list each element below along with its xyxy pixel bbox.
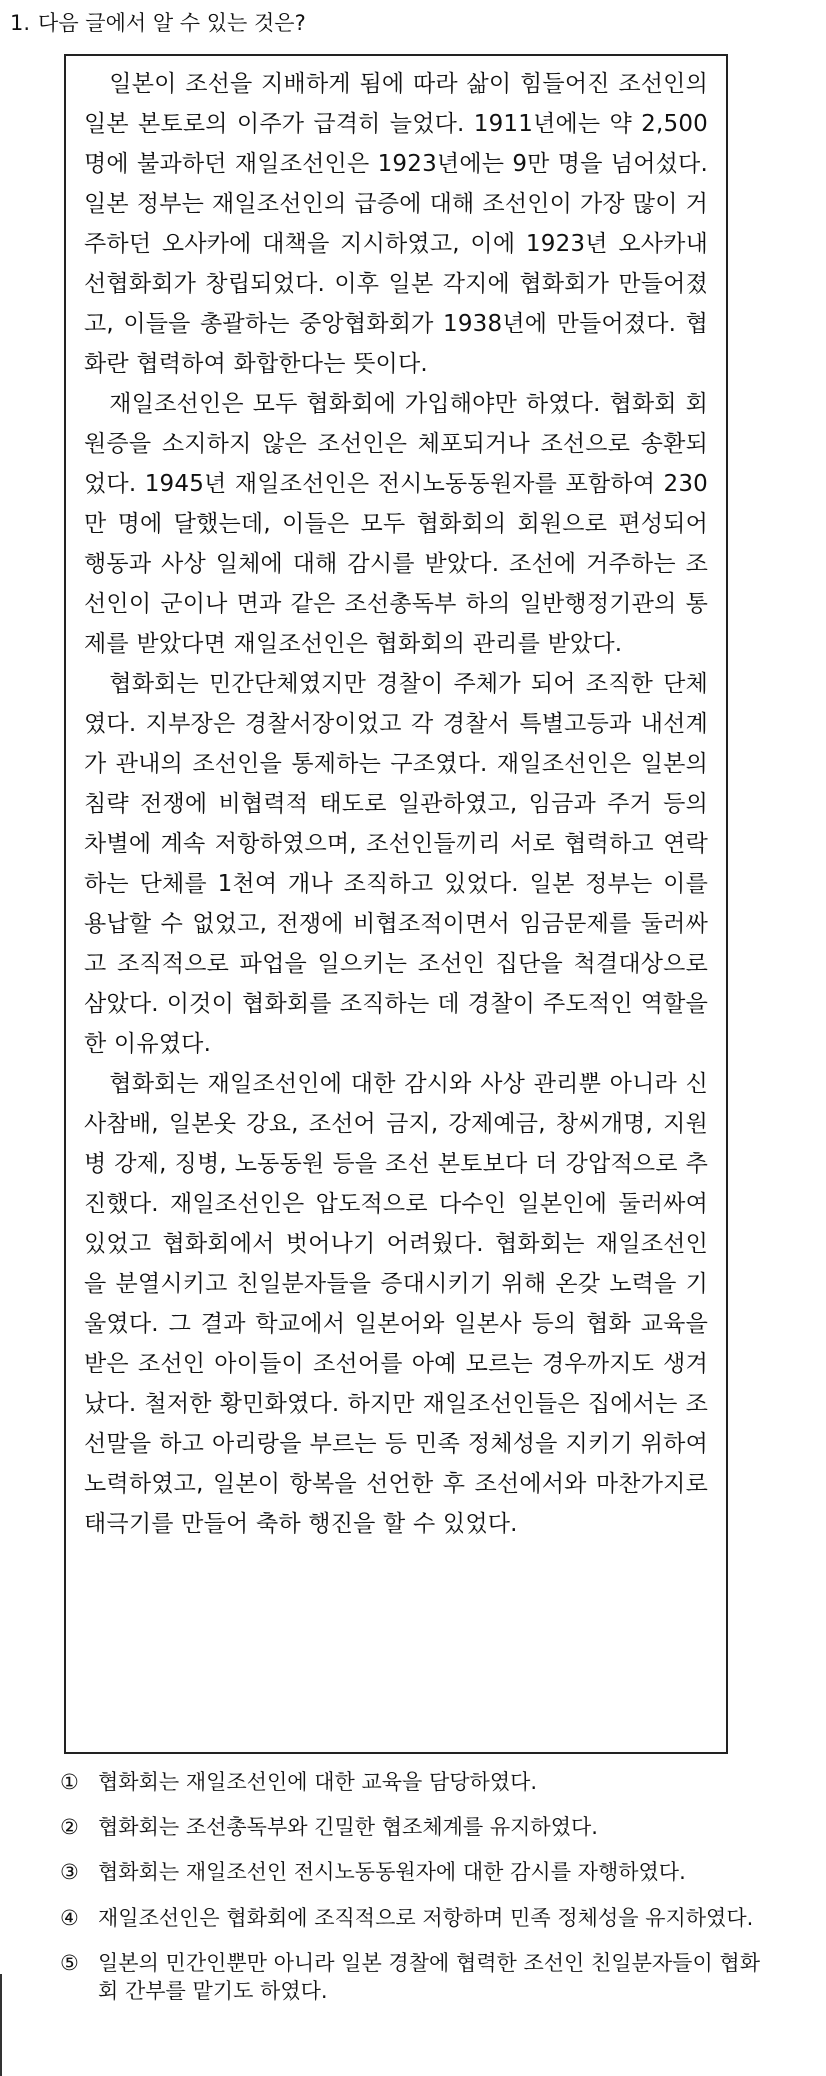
passage-paragraph-3: 협화회는 민간단체였지만 경찰이 주체가 되어 조직한 단체였다. 지부장은 경찰서장이었고 각 경찰서 특별고등과 내선계가 관내의 조선인을 통제하는 구조였다. 재일조선인은 일본의 침략 전쟁에 비협력적 태도로 일관하였고, 임금과 주거 등의 차별에 계속 저항하였으며, 조선인들끼리 서로 협력하고 연락하는 단체를 1천여 개나 조직하고 있었다. 일본 정부는 이를 용납할 수 없었고, 전쟁에 비협조적이면서 임금문제를 둘러싸고 조직적으로 파업을 일으키는 조선인 집단을 척결대상으로 삼았다. 이것이 협화회를 조직하는 데 경찰이 주도적인 역할을 한 이유였다.	[84, 671, 708, 1057]
option-3-text: 협화회는 재일조선인 전시노동동원자에 대한 감시를 자행하였다.	[98, 1860, 686, 1884]
question-number: 1.	[10, 11, 31, 35]
option-2-marker: ②	[60, 1815, 79, 1839]
passage-paragraph-1: 일본이 조선을 지배하게 됨에 따라 삶이 힘들어진 조선인의 일본 본토로의 이주가 급격히 늘었다. 1911년에는 약 2,500명에 불과하던 재일조선인은 1923년에는 9만 명을 넘어섰다. 일본 정부는 재일조선인의 급증에 대해 조선인이 가장 많이 거주하던 오사카에 대책을 지시하였고, 이에 1923년 오사카내선협화회가 창립되었다. 이후 일본 각지에 협화회가 만들어졌고, 이들을 총괄하는 중앙협화회가 1938년에 만들어졌다. 협화란 협력하여 화합한다는 뜻이다.	[84, 71, 708, 377]
answer-options	[60, 1768, 772, 2022]
option-5-marker: ⑤	[60, 1951, 79, 1975]
option-5-text: 일본의 민간인뿐만 아니라 일본 경찰에 협력한 조선인 친일분자들이 협화회 간부를 맡기도 하였다.	[98, 1951, 760, 2003]
option-5[interactable]	[60, 1949, 772, 2005]
option-3[interactable]	[60, 1858, 772, 1886]
option-1-marker: ①	[60, 1770, 79, 1794]
option-4[interactable]	[60, 1897, 772, 1939]
passage-paragraph-2: 재일조선인은 모두 협화회에 가입해야만 하였다. 협화회 회원증을 소지하지 않은 조선인은 체포되거나 조선으로 송환되었다. 1945년 재일조선인은 전시노동동원자를 포함하여 230만 명에 달했는데, 이들은 모두 협화회의 회원으로 편성되어 행동과 사상 일체에 대해 감시를 받았다. 조선에 거주하는 조선인이 군이나 면과 같은 조선총독부 하의 일반행정기관의 통제를 받았다면 재일조선인은 협화회의 관리를 받았다.	[84, 391, 708, 657]
question-text: 다음 글에서 알 수 있는 것은?	[38, 11, 306, 35]
option-4-marker: ④	[60, 1906, 79, 1930]
option-1-text: 협화회는 재일조선인에 대한 교육을 담당하였다.	[98, 1770, 538, 1794]
option-2[interactable]	[60, 1813, 772, 1841]
option-2-text: 협화회는 조선총독부와 긴밀한 협조체계를 유지하였다.	[98, 1815, 598, 1839]
passage-box	[64, 54, 728, 1754]
passage-paragraph-4: 협화회는 재일조선인에 대한 감시와 사상 관리뿐 아니라 신사참배, 일본옷 강요, 조선어 금지, 강제예금, 창씨개명, 지원병 강제, 징병, 노동동원 등을 조선 본토보다 더 강압적으로 추진했다. 재일조선인은 압도적으로 다수인 일본인에 둘러싸여 있었고 협화회에서 벗어나기 어려웠다. 협화회는 재일조선인을 분열시키고 친일분자들을 증대시키기 위해 온갖 노력을 기울였다. 그 결과 학교에서 일본어와 일본사 등의 협화 교육을 받은 조선인 아이들이 조선어를 아예 모르는 경우까지도 생겨났다. 철저한 황민화였다. 하지만 재일조선인들은 집에서는 조선말을 하고 아리랑을 부르는 등 민족 정체성을 지키기 위하여 노력하였고, 일본이 항복을 선언한 후 조선에서와 마찬가지로 태극기를 만들어 축하 행진을 할 수 있었다.	[84, 1071, 708, 1537]
left-margin-line	[0, 1974, 2, 2076]
option-4-text: 재일조선인은 협화회에 조직적으로 저항하며 민족 정체성을 유지하였다.	[98, 1906, 754, 1930]
question-heading	[10, 8, 306, 38]
option-1[interactable]	[60, 1768, 772, 1796]
option-3-marker: ③	[60, 1860, 79, 1884]
